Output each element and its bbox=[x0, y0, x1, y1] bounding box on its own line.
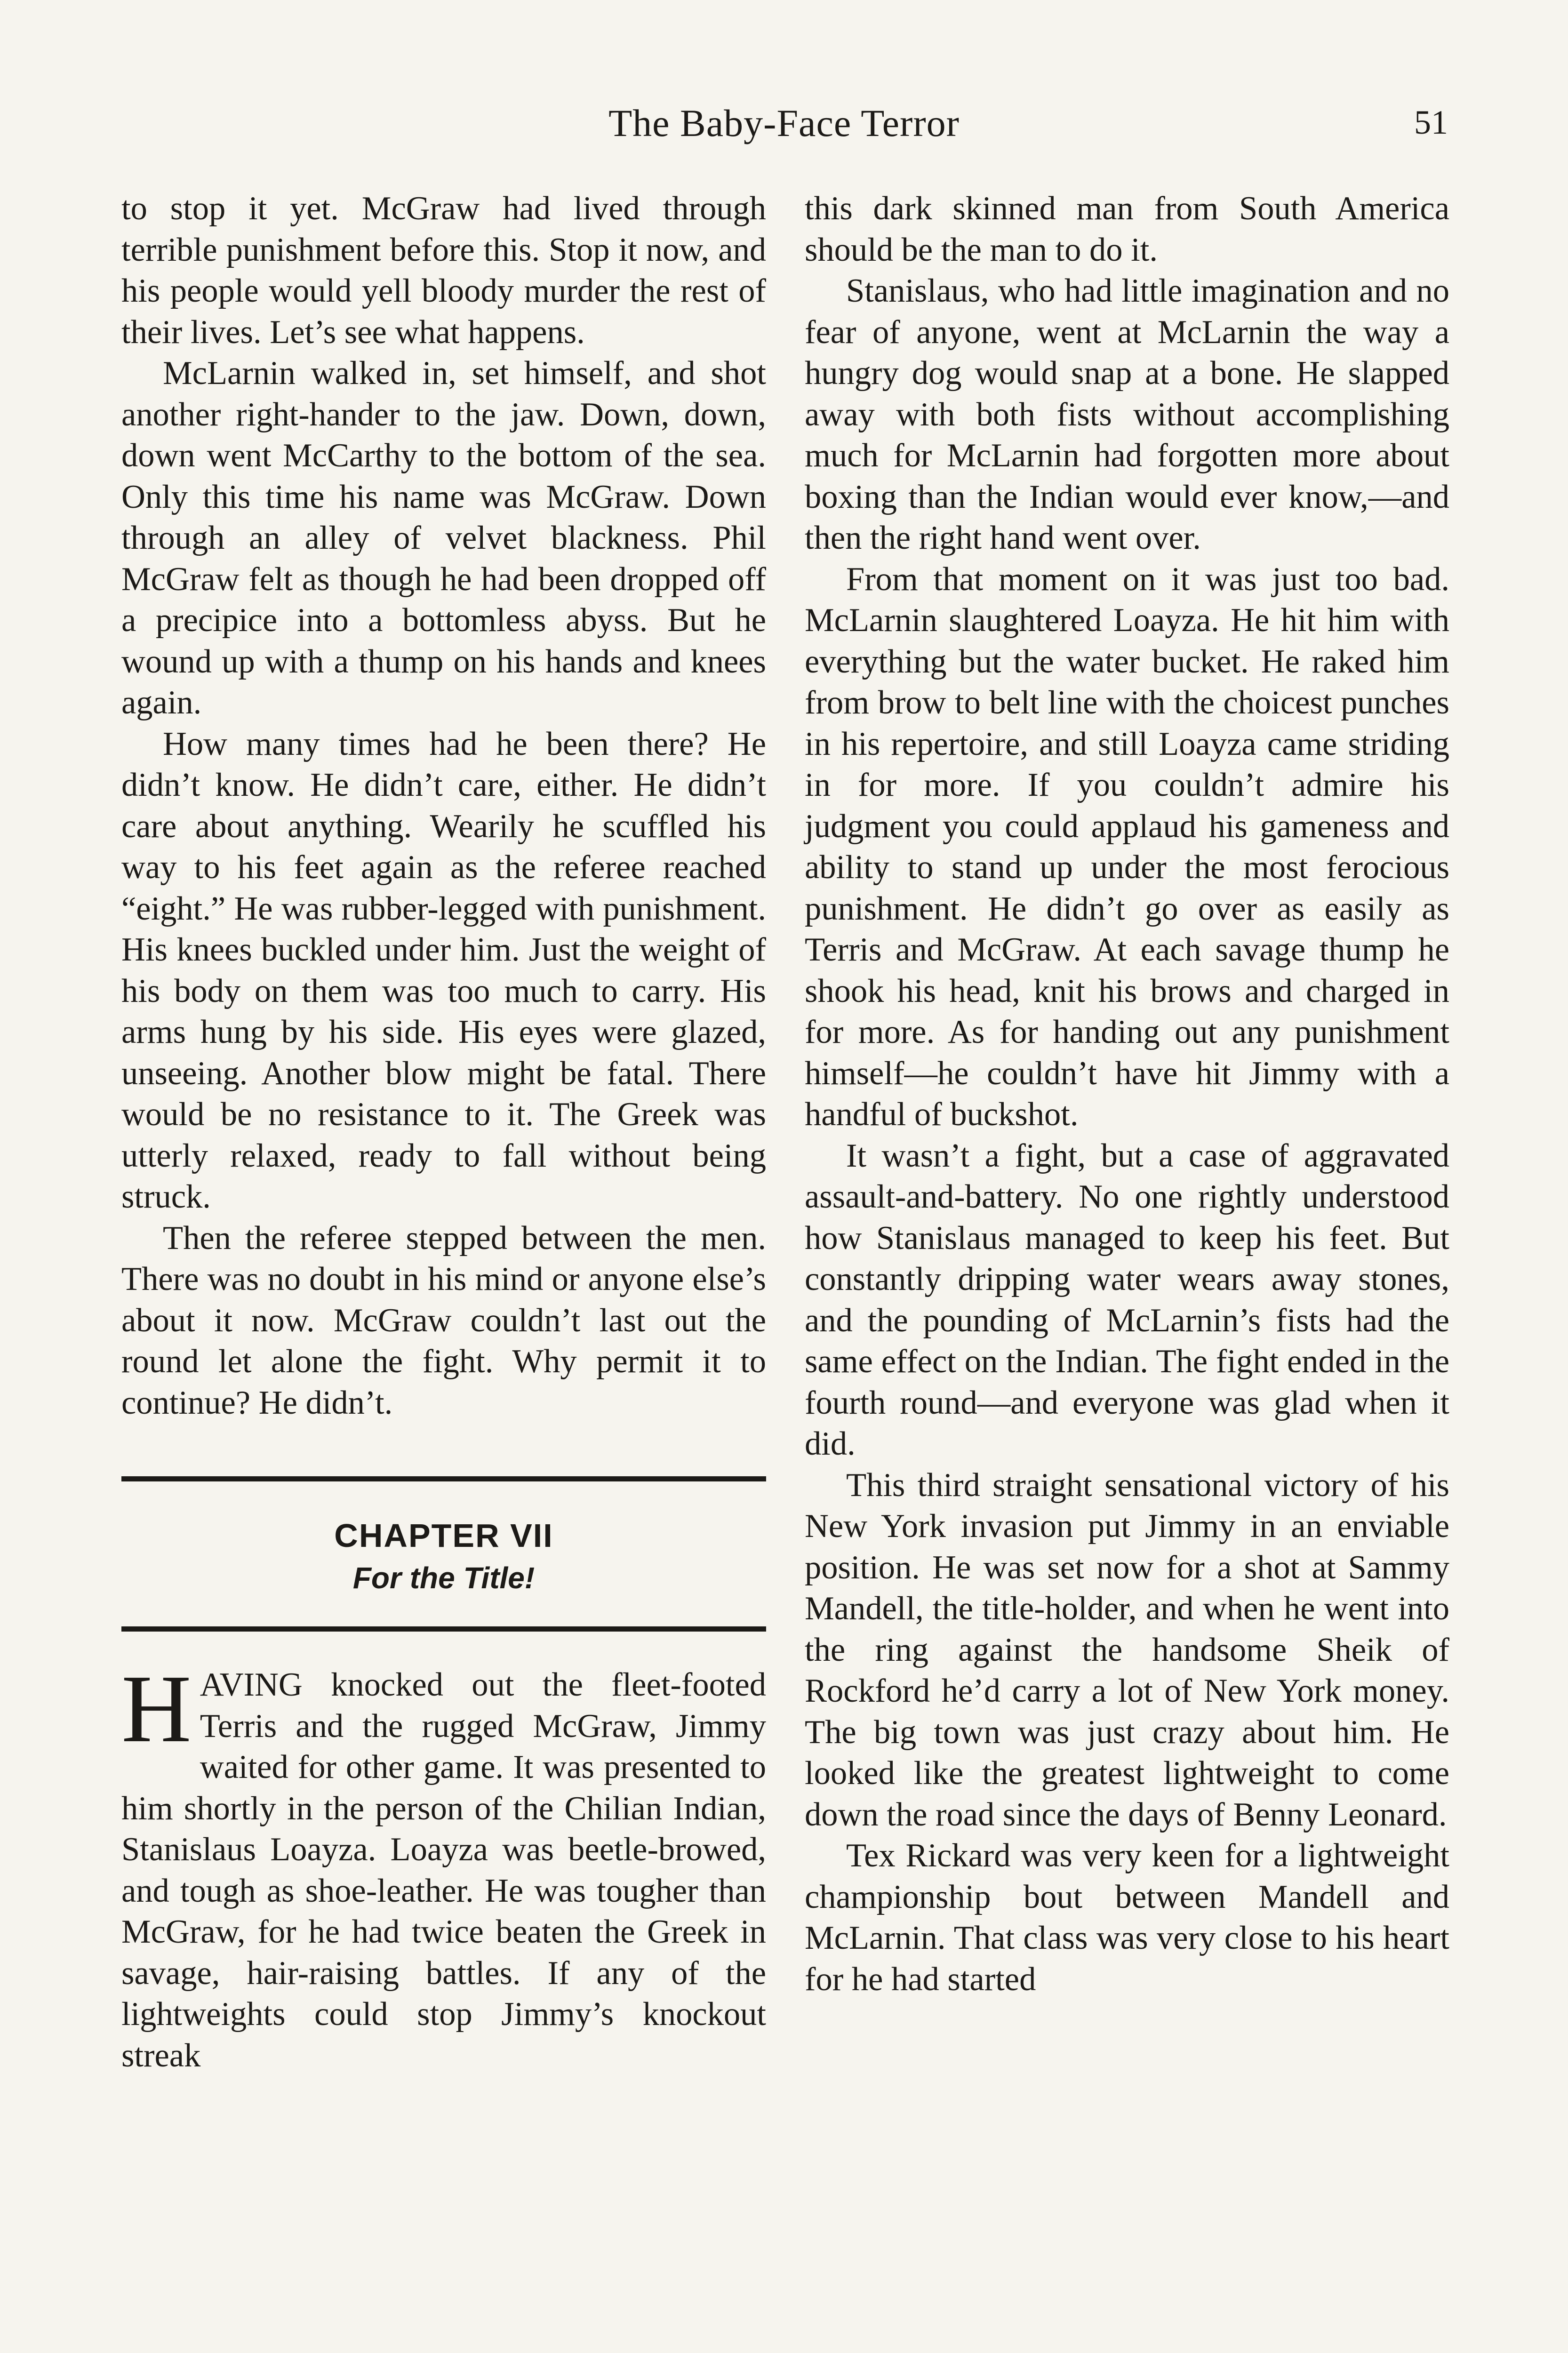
paragraph: This third straight sensational victory of his New York invasion put Jimmy in an enviable position. He was set now for a shot at Sammy Mandell, the title-holder, and when he went into the ring against the handsome Sheik of Rockford he’d carry a lot of New York money. The big town was just crazy about him. He looked like the greatest lightweight to come down the road since the days of Benny Leonard. bbox=[805, 1466, 1449, 1833]
paragraph: this dark skinned man from South America should be the man to do it. bbox=[805, 190, 1449, 268]
paragraph: Then the referee stepped between the men. There was no doubt in his mind or anyone else’s about it now. McGraw couldn’t last out the round let alone the fight. Why permit it to continue? He didn’t. bbox=[121, 1219, 766, 1421]
running-title: The Baby-Face Terror bbox=[608, 102, 960, 144]
paragraph: to stop it yet. McGraw had lived through terrible punishment before this. Stop it now, and his people would yell bloody murder the rest of their lives. Let’s see what happens. bbox=[121, 190, 766, 351]
paragraph: From that moment on it was just too bad. McLarnin slaughtered Loayza. He hit him with everything but the water bucket. He raked him from brow to belt line with the choicest punches in his repertoire, and still Loayza came striding in for more. If you couldn’t admire his judgment you could applaud his gameness and ability to stand up under the most ferocious punishment. He didn’t go over as easily as Terris and McGraw. At each savage thump he shook his head, knit his brows and charged in for more. As for handing out any punishment himself—he couldn’t have hit Jimmy with a handful of buckshot. bbox=[805, 560, 1449, 1133]
page-number: 51 bbox=[1414, 104, 1448, 141]
paragraph: It wasn’t a fight, but a case of aggravated assault-and-battery. No one rightly understood how Stanislaus managed to keep his feet. But constantly dripping water wears away stones, and the pounding of McLarnin’s fists had the same effect on the Indian. The fight ended in the fourth round—and everyone was glad when it did. bbox=[805, 1137, 1449, 1462]
paragraph: Tex Rickard was very keen for a lightweight championship bout between Mandell and McLarnin. That class was very close to his heart for he had started bbox=[805, 1837, 1449, 1998]
running-header bbox=[0, 101, 1568, 158]
chapter-subtitle: For the Title! bbox=[352, 1561, 535, 1595]
drop-cap: H bbox=[121, 1655, 192, 1762]
chapter-title-block bbox=[121, 1481, 766, 1626]
chapter-opening bbox=[121, 1655, 766, 2076]
chapter-heading: CHAPTER VII bbox=[334, 1517, 553, 1554]
paragraph: How many times had he been there? He didn’t know. He didn’t care, either. He didn’t care about anything. Wearily he scuffled his way to his feet again as the referee reached “eight.” He was rubber-legged with punishment. His knees buckled under him. Just the weight of his body on them was too much to carry. His arms hung by his side. His eyes were glazed, unseeing. Another blow might be fatal. There would be no resistance to it. The Greek was utterly relaxed, ready to fall without being struck. bbox=[121, 725, 766, 1215]
chapter-rule-top bbox=[121, 1476, 766, 1481]
chapter-rule-bottom bbox=[121, 1626, 766, 1632]
paragraph: McLarnin walked in, set himself, and shot another right-hander to the jaw. Down, down, down went McCarthy to the bottom of the sea. Only this time his name was McGraw. Down through an alley of velvet blackness. Phil McGraw felt as though he had been dropped off a precipice into a bottomless abyss. But he wound up with a thump on his hands and knees again. bbox=[121, 355, 766, 721]
right-column bbox=[805, 188, 1449, 2000]
paragraph: Stanislaus, who had little imagination and no fear of anyone, went at McLarnin the way a hungry dog would snap at a bone. He slapped away with both fists without accomplishing much for McLarnin had forgotten more about boxing than the Indian would ever know,—and then the right hand went over. bbox=[805, 272, 1449, 556]
left-column bbox=[121, 188, 766, 2076]
opening-paragraph: AVING knocked out the fleet-footed Terris and the rugged McGraw, Jimmy waited for other game. It was presented to him shortly in the person of the Chilian Indian, Stanislaus Loayza. Loayza was beetle-browed, and tough as shoe-leather. He was tougher than McGraw, for he had twice beaten the Greek in savage, hair-raising battles. If any of the lightweights could stop Jimmy’s knockout streak bbox=[121, 1666, 766, 2074]
